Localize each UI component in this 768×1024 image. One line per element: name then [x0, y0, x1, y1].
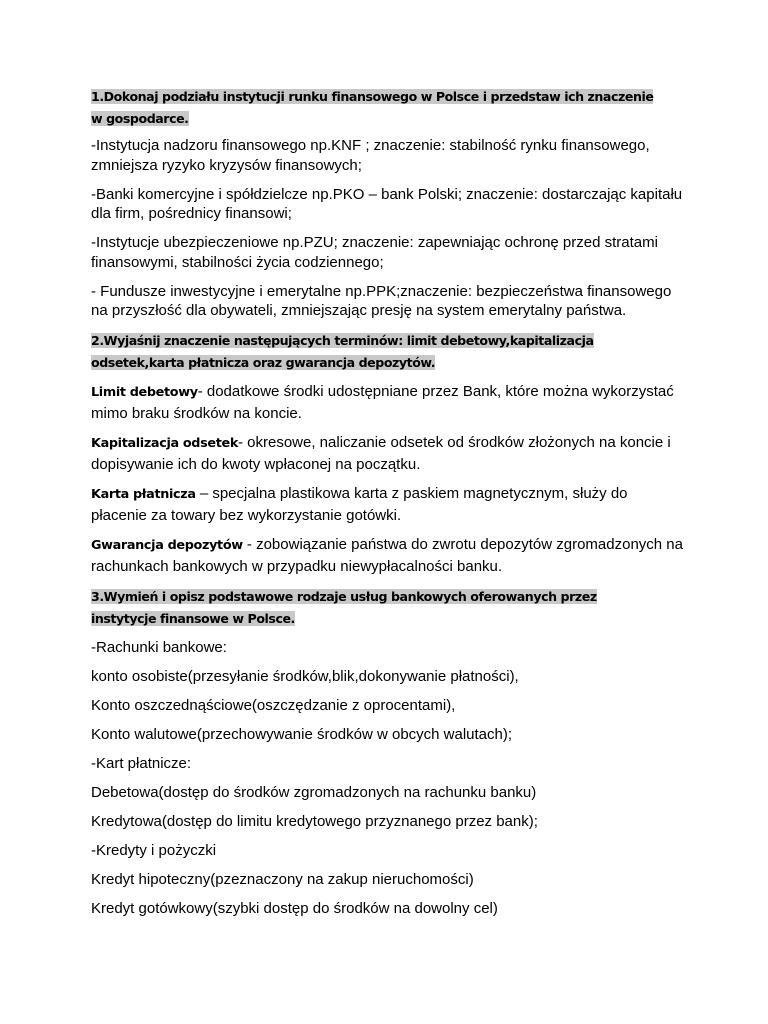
- answer-3-line: Konto oszczednąściowe(oszczędzanie z oprocentami),: [91, 697, 456, 714]
- answer-3-line: Debetowa(dostęp do środków zgromadzonych na rachunku banku): [91, 784, 537, 801]
- definition-karta-platnicza: [91, 484, 686, 526]
- definition-gwarancja-depozytow: [91, 535, 686, 577]
- question-3-heading-line-1: 3.Wymień i opisz podstawowe rodzaje usług bankowych oferowanych przez: [91, 589, 597, 604]
- answer-3-line: -Kredyty i pożyczki: [91, 842, 217, 859]
- question-3-heading: [91, 586, 686, 630]
- definition-limit-debetowy: [91, 382, 686, 424]
- definition-text: – specjalna plastikowa karta z paskiem magnetycznym, służy do płacenie za towary bez wykorzystanie gotówki.: [91, 485, 628, 524]
- question-2-heading: [91, 330, 686, 374]
- definition-term: Kapitalizacja odsetek: [91, 436, 238, 451]
- question-1-heading: [91, 86, 686, 130]
- document-content: [91, 86, 686, 928]
- answer-3-line: -Kart płatnicze:: [91, 755, 192, 772]
- question-2-heading-line-2: odsetek,karta płatnicza oraz gwarancja depozytów.: [91, 355, 436, 370]
- answer-3-line: -Rachunki bankowe:: [91, 639, 227, 656]
- definition-term: Karta płatnicza: [91, 487, 196, 502]
- definition-term: Gwarancja depozytów: [91, 538, 243, 553]
- question-2-heading-line-1: 2.Wyjaśnij znaczenie następujących terminów: limit debetowy,kapitalizacja: [91, 333, 594, 348]
- definition-text: - okresowe, naliczanie odsetek od środków złożonych na koncie i dopisywanie ich do kwoty wpłaconej na początku.: [91, 434, 671, 473]
- question-3-heading-line-2: instytycje finansowe w Polsce.: [91, 611, 295, 626]
- answer-3-line: Kredyt gotówkowy(szybki dostęp do środków na dowolny cel): [91, 900, 498, 917]
- answer-3-line: Kredyt hipoteczny(pzeznaczony na zakup nieruchomości): [91, 871, 474, 888]
- definition-term: Limit debetowy: [91, 385, 198, 400]
- answer-1-paragraph: -Instytucja nadzoru finansowego np.KNF ; znaczenie: stabilność rynku finansowego, zmniejsza ryzyko kryzysów finansowych;: [91, 137, 650, 174]
- answer-1-paragraph: -Instytucje ubezpieczeniowe np.PZU; znaczenie: zapewniając ochronę przed stratami finansowymi, stabilności życia codziennego;: [91, 234, 658, 271]
- definition-text: - dodatkowe środki udostępniane przez Bank, które można wykorzystać mimo braku środków na koncie.: [91, 383, 674, 422]
- answer-3-line: Konto walutowe(przechowywanie środków w obcych walutach);: [91, 726, 513, 743]
- answer-1-paragraph: -Banki komercyjne i spółdzielcze np.PKO – bank Polski; znaczenie: dostarczając kapitału dla firm, pośrednicy finansowi;: [91, 185, 683, 222]
- answer-3-line: Kredytowa(dostęp do limitu kredytowego przyznanego przez bank);: [91, 813, 538, 830]
- definition-kapitalizacja-odsetek: [91, 433, 686, 475]
- answer-3-line: konto osobiste(przesyłanie środków,blik,dokonywanie płatności),: [91, 668, 519, 685]
- question-1-heading-line-1: 1.Dokonaj podziału instytucji runku finansowego w Polsce i przedstaw ich znaczenie: [91, 89, 654, 104]
- definition-text: - zobowiązanie państwa do zwrotu depozytów zgromadzonych na rachunkach bankowych w przypadku niewypłacalności banku.: [91, 536, 683, 575]
- question-1-heading-line-2: w gospodarce.: [91, 111, 189, 126]
- answer-1-paragraph: - Fundusze inwestycyjne i emerytalne np.PPK;znaczenie: bezpieczeństwa finansowego na przyszłość dla obywateli, zmniejszając presję na system emerytalny państwa.: [91, 282, 672, 319]
